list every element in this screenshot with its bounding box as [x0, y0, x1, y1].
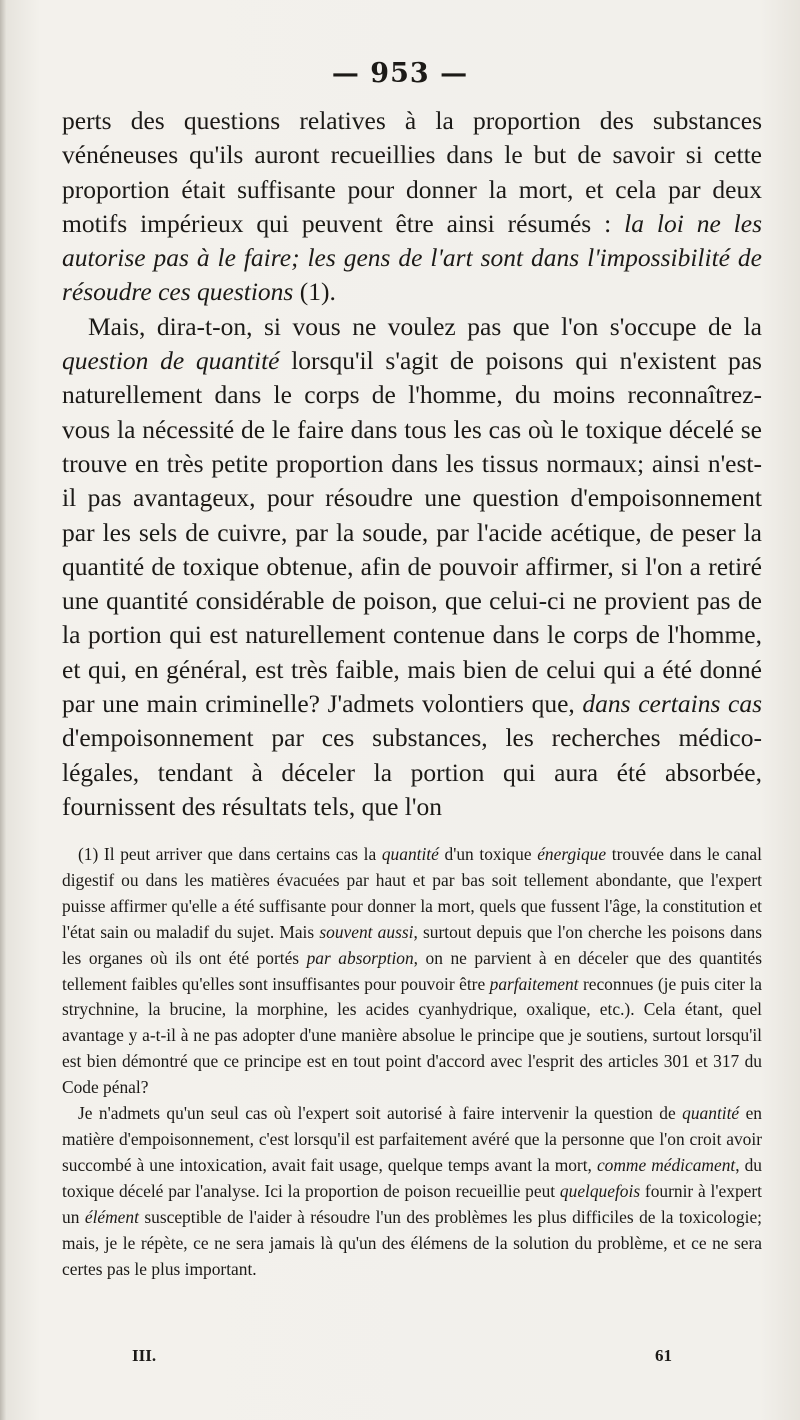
- italic-run: élément: [84, 1206, 139, 1227]
- text-run: susceptible de l'aider à résoudre l'un des problèmes les plus difficiles de la toxicologie; mais, je le répète, ce ne sera jamais là qu'un des élémens de la solution du problème, et ce ne sera certes pas le plus important.: [62, 1206, 762, 1279]
- text-run: d'un toxique: [438, 844, 538, 864]
- text-run: reconnues (je puis citer la strychnine, la brucine, la morphine, les acides cyanhydrique, oxalique, etc.). Cela étant, quel avantage y a-t-il à ne pas adopter d'une manière absolue le principe que je soutiens, surtout lorsqu'il est bien démontré que ce principe est en tout point d'accord avec l'esprit des articles 301 et 317 du Code pénal?: [62, 973, 762, 1098]
- text-run: , du toxique décelé par l'analyse. Ici la proportion de poison recueillie peut: [62, 1154, 762, 1201]
- italic-run: quantité: [381, 844, 439, 864]
- footnote-1: [62, 842, 762, 1101]
- text-run: (1) Il peut arriver que dans certains cas la: [78, 844, 382, 864]
- paragraph-2: [62, 310, 762, 824]
- italic-run: question de quantité: [62, 346, 280, 376]
- page-number: — 953 —: [331, 58, 469, 89]
- text-run: perts des questions relatives à la proportion des substances vénéneuses qu'ils auront recueillies dans le but de savoir si cette proportion était suffisante pour donner la mort, et cela par deux motifs impérieux qui peuvent être ainsi résumés :: [62, 106, 762, 238]
- italic-run: souvent aussi: [319, 921, 414, 942]
- text-run: Mais, dira-t-on, si vous ne voulez pas que l'on s'occupe de la: [88, 311, 762, 341]
- text-run: , surtout depuis que l'on cherche les poisons dans les organes où ils ont été portés: [62, 921, 762, 968]
- text-run: fournir à l'expert un: [62, 1180, 762, 1227]
- footnote-continuation: [62, 1101, 762, 1282]
- text-run: trouvée dans le canal digestif ou dans les matières évacuées par haut et par bas soit tellement abondante, que l'expert puisse affirmer qu'elle a été suffisante pour donner la mort, quels que fussent l'âge, la constitution et l'état sain ou maladif du sujet. Mais: [62, 844, 762, 942]
- text-run: (1).: [293, 277, 336, 307]
- main-text: [62, 104, 762, 824]
- text-run: en matière d'empoisonnement, c'est lorsqu'il est parfaitement avéré que la personne que l'on croit avoir succombé à une intoxication, avait fait usage, quelque temps avant la mort,: [62, 1103, 762, 1175]
- italic-run: dans certains cas: [582, 689, 762, 719]
- italic-run: comme médicament: [596, 1154, 736, 1175]
- text-run: lorsqu'il s'agit de poisons qui n'existent pas naturellement dans le corps de l'homme, du moins reconnaîtrez-vous la nécessité de le faire dans tous les cas où le toxique décelé se trouve en très petite proportion dans les tissus normaux; ainsi n'est-il pas avantageux, pour résoudre une question d'empoisonnement par les sels de cuivre, par la soude, par l'acide acétique, de peser la quantité de toxique obtenue, afin de pouvoir affirmer, si l'on a retiré une quantité considérable de poison, que celui-ci ne provient pas de la portion qui est naturellement contenue dans le corps de l'homme, et qui, en général, est très faible, mais bien de celui qui a été donné par une main criminelle? J'admets volontiers que,: [62, 346, 762, 719]
- text-run: d'empoisonnement par ces substances, les recherches médico-légales, tendant à déceler la portion qui aura été absorbée, fournissent des résultats tels, que l'on: [62, 723, 762, 821]
- italic-run: la loi ne les autorise pas à le faire; les gens de l'art sont dans l'impossibilité de résoudre ces questions: [62, 208, 762, 307]
- volume-mark: III.: [132, 1346, 157, 1365]
- italic-run: parfaitement: [489, 973, 579, 994]
- text-run: , on ne parvient à en déceler que des quantités tellement faibles qu'elles sont insuffisantes pour pouvoir être: [62, 947, 762, 994]
- text-run: Je n'admets qu'un seul cas où l'expert soit autorisé à faire intervenir la question de: [78, 1103, 683, 1124]
- footnotes: [62, 842, 762, 1282]
- page-binding-edge: [0, 0, 6, 1420]
- italic-run: par absorption: [306, 947, 414, 968]
- sheet-number: 61: [655, 1346, 672, 1365]
- italic-run: quelquefois: [559, 1180, 641, 1201]
- paragraph-1: [62, 104, 762, 310]
- italic-run: quantité: [682, 1103, 740, 1124]
- italic-run: énergique: [537, 844, 607, 864]
